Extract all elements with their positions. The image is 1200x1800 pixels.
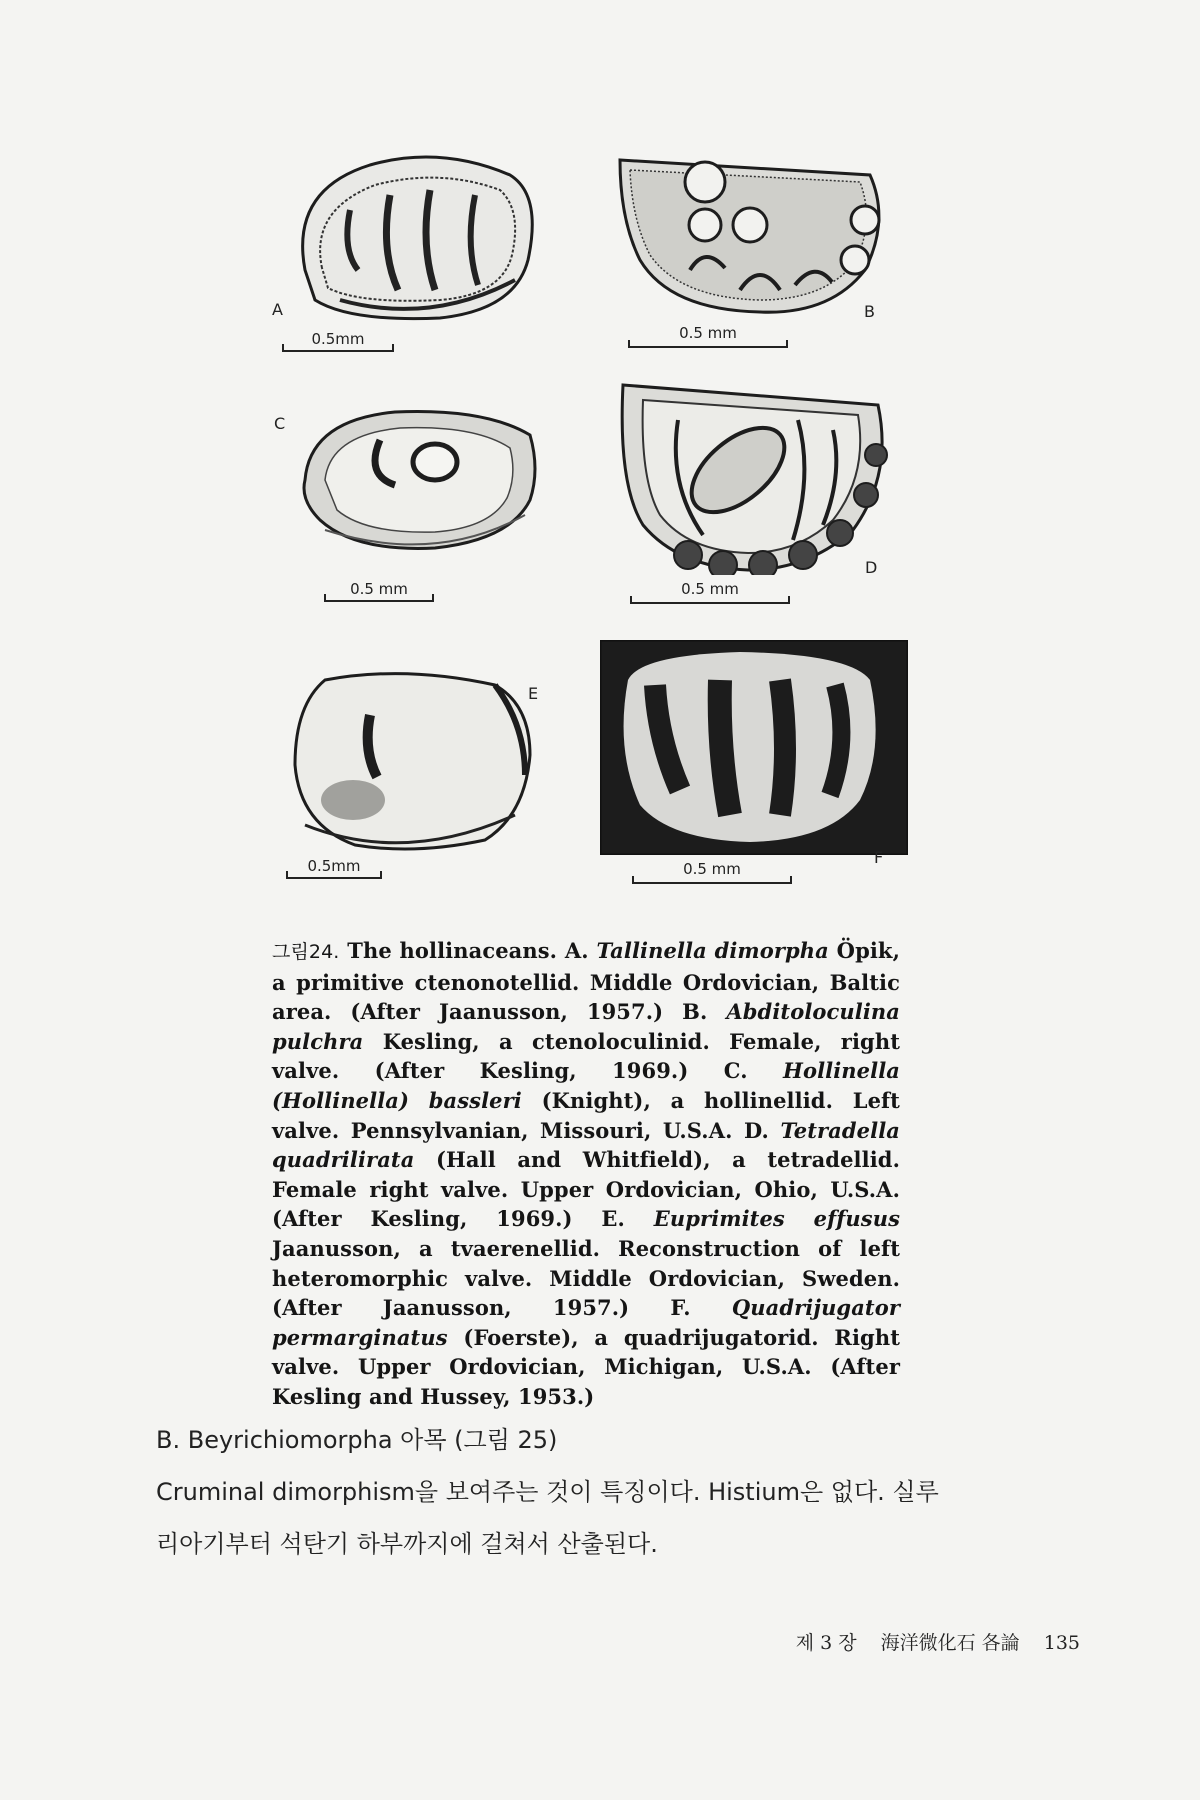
figure-panel-b xyxy=(610,150,890,320)
figure-number: 그림24. xyxy=(272,941,340,963)
caption-text-7: (Foerste), a quadrijugatorid. Right valve. Upper Ordovician, Michigan, U.S.A. (After Kesling and Hussey, 1953.) xyxy=(272,1324,900,1409)
scale-label-d: 0.5 mm xyxy=(681,580,739,598)
scale-line-a xyxy=(282,344,394,352)
taxon-f: Quadrijugator permarginatus xyxy=(272,1295,900,1350)
figure-panel-f xyxy=(600,640,908,855)
scale-line-f xyxy=(632,876,792,884)
scale-bar-a xyxy=(282,330,394,352)
scale-line-e xyxy=(286,871,382,879)
footer-chapter: 제 3 장 xyxy=(795,1632,857,1654)
panel-letter-d: D xyxy=(865,558,878,577)
scale-bar-c xyxy=(324,580,434,602)
caption-text-2: Öpik, a primitive ctenonotellid. Middle Ordovician, Baltic area. (After Jaanusson, 1957.) B. xyxy=(272,938,900,1025)
section-heading: B. Beyrichiomorpha 아목 (그림 25) xyxy=(156,1426,558,1454)
panel-letter-b: B xyxy=(864,302,875,321)
scale-bar-b xyxy=(628,324,788,348)
caption-text-5: (Hall and Whitfield), a tetradellid. Female right valve. Upper Ordovician, Ohio, U.S.A. (After Kesling, 1969.) E. xyxy=(272,1147,900,1232)
scale-line-d xyxy=(630,596,790,604)
scale-bar-d xyxy=(630,580,790,604)
caption-text-1: The hollinaceans. A. xyxy=(347,938,589,963)
panel-letter-e: E xyxy=(528,684,539,703)
scale-bar-e xyxy=(286,857,382,879)
page-footer xyxy=(0,1628,1080,1655)
footer-section: 海洋微化石 各論 xyxy=(880,1632,1020,1654)
scale-label-f: 0.5 mm xyxy=(683,860,741,878)
taxon-d: Tetradella quadrilirata xyxy=(272,1117,900,1173)
body-line-2: 리아기부터 석탄기 하부까지에 걸쳐서 산출된다. xyxy=(156,1530,658,1558)
scale-bar-f xyxy=(632,860,792,884)
page-number: 135 xyxy=(1043,1632,1080,1654)
scale-label-a: 0.5mm xyxy=(311,330,365,348)
panel-letter-a: A xyxy=(272,300,283,319)
taxon-c: Hollinella (Hollinella) bassleri xyxy=(272,1058,900,1113)
caption-text-3: Kesling, a ctenoloculinid. Female, right valve. (After Kesling, 1969.) C. xyxy=(272,1028,900,1084)
figure-panel-c xyxy=(285,400,545,560)
scale-label-c: 0.5 mm xyxy=(350,580,408,598)
scale-line-c xyxy=(324,594,434,602)
figure-panel-a xyxy=(280,150,550,330)
caption-text-4: (Knight), a hollinellid. Left valve. Pennsylvanian, Missouri, U.S.A. D. xyxy=(272,1087,900,1143)
figure-caption xyxy=(272,936,900,1412)
panel-letter-c: C xyxy=(274,414,286,433)
scale-label-e: 0.5mm xyxy=(307,857,361,875)
figure-panel-e xyxy=(285,665,545,855)
panel-letter-f: F xyxy=(874,848,884,867)
figure-panel-d xyxy=(608,375,888,575)
scale-label-b: 0.5 mm xyxy=(679,324,737,342)
taxon-a: Tallinella dimorpha xyxy=(596,938,829,963)
body-line-1: Cruminal dimorphism을 보여주는 것이 특징이다. Histium은 없다. 실루 xyxy=(156,1478,939,1506)
caption-text-6: Jaanusson, a tvaerenellid. Reconstruction of left heteromorphic valve. Middle Ordovician, Sweden. (After Jaanusson, 1957.) F. xyxy=(272,1235,900,1321)
scale-line-b xyxy=(628,340,788,348)
taxon-e: Euprimites effusus xyxy=(653,1206,900,1232)
taxon-b: Abditoloculina pulchra xyxy=(272,999,900,1054)
